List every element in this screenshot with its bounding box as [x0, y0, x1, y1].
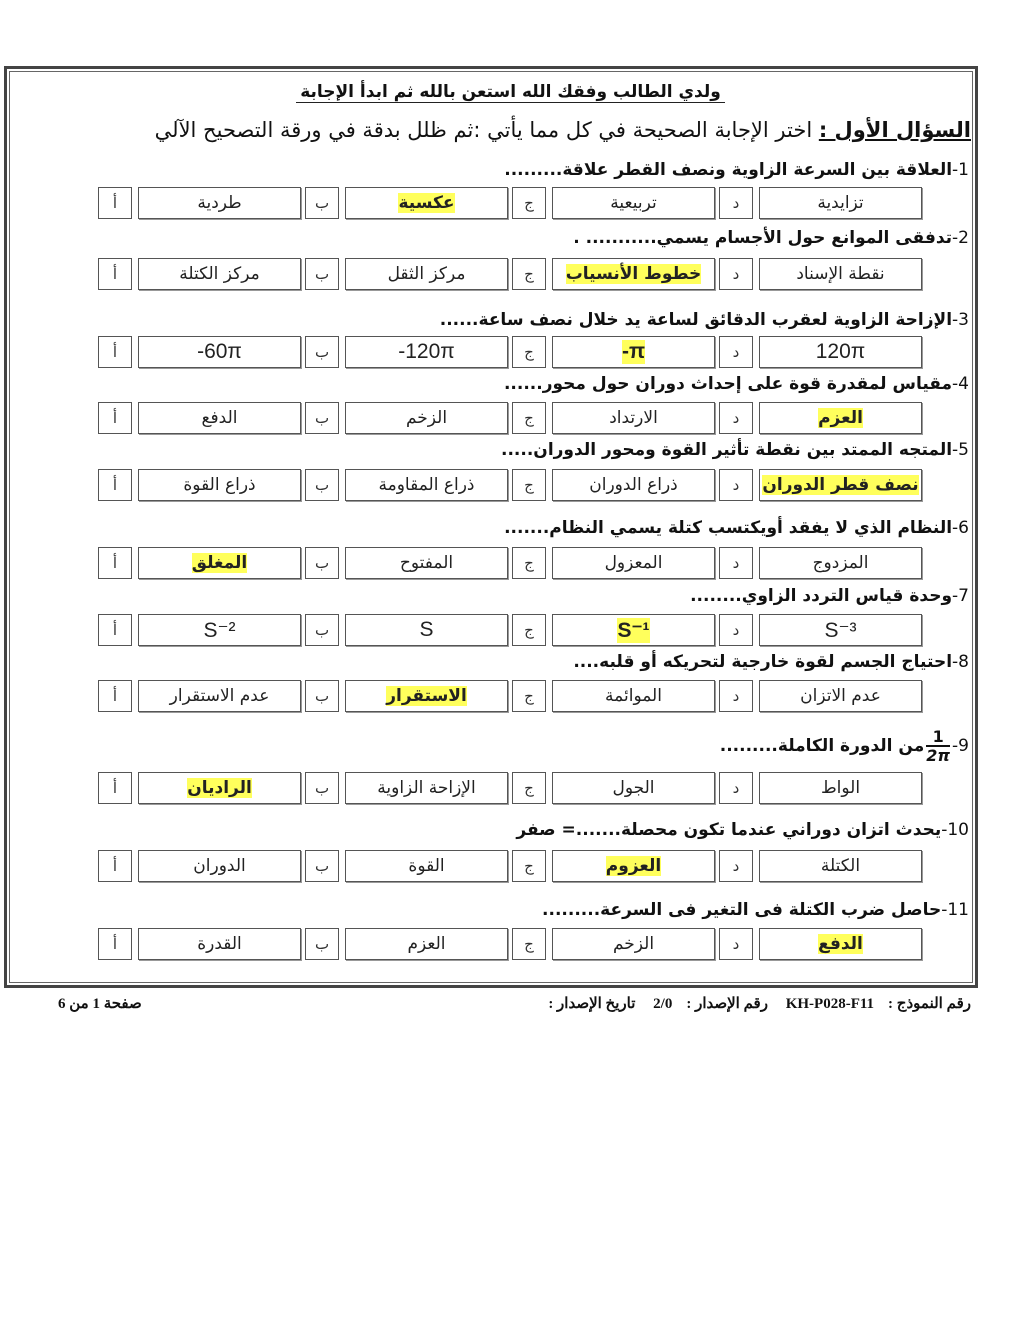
- option-letter: د: [719, 680, 753, 712]
- option-value: [759, 336, 922, 368]
- option-text: القدرة: [197, 934, 242, 954]
- option-1-4[interactable]: [715, 187, 922, 221]
- option-letter: أ: [98, 547, 132, 579]
- question-number: 10-: [941, 820, 969, 840]
- option-text: الدفع: [201, 408, 238, 428]
- option-6-3[interactable]: [508, 547, 715, 581]
- option-8-1[interactable]: [94, 680, 301, 714]
- question-number: 2-: [952, 228, 969, 248]
- option-1-1[interactable]: [94, 187, 301, 221]
- question-11: [542, 900, 969, 920]
- option-letter: أ: [98, 469, 132, 501]
- option-9-2[interactable]: [301, 772, 508, 806]
- option-8-2[interactable]: [301, 680, 508, 714]
- option-1-3[interactable]: [508, 187, 715, 221]
- fraction: [926, 728, 950, 764]
- option-letter: أ: [98, 402, 132, 434]
- option-value: [345, 850, 508, 882]
- option-8-3[interactable]: [508, 680, 715, 714]
- version: 2/0: [653, 996, 673, 1012]
- option-9-1[interactable]: [94, 772, 301, 806]
- option-text: طردية: [197, 193, 242, 213]
- question-text: يحدث اتزان دوراني عندما تكون محصلة.......= صفر: [516, 820, 942, 840]
- option-value: [552, 469, 715, 501]
- options-row-4: [94, 402, 924, 436]
- fraction-numerator: 1: [926, 728, 950, 747]
- option-7-2[interactable]: [301, 614, 508, 648]
- question-number: 11-: [941, 900, 969, 920]
- option-5-4[interactable]: [715, 469, 922, 503]
- option-letter: ب: [305, 547, 339, 579]
- options-row-11: [94, 928, 924, 962]
- option-1-2[interactable]: [301, 187, 508, 221]
- options-row-8: [94, 680, 924, 714]
- option-value: [138, 547, 301, 579]
- option-value: [138, 258, 301, 290]
- option-4-1[interactable]: [94, 402, 301, 436]
- option-3-2[interactable]: [301, 336, 508, 370]
- option-value: [138, 402, 301, 434]
- question-number: 9-: [952, 736, 969, 756]
- option-value: [345, 469, 508, 501]
- question-text: احتياج الجسم لقوة خارجية لتحريكه أو قلبه....: [573, 652, 953, 672]
- option-value: [138, 336, 301, 368]
- highlighted-answer: الاستقرار: [386, 686, 467, 706]
- question-6: [504, 518, 969, 538]
- option-value: [552, 928, 715, 960]
- option-value: [345, 187, 508, 219]
- option-7-4[interactable]: [715, 614, 922, 648]
- question-4: [504, 374, 969, 394]
- option-value: [552, 258, 715, 290]
- option-letter: ب: [305, 469, 339, 501]
- option-text: العزم: [407, 934, 446, 954]
- highlighted-answer: العزوم: [605, 856, 662, 876]
- option-text: الزخم: [612, 934, 655, 954]
- option-letter: ب: [305, 680, 339, 712]
- highlighted-answer: -π: [621, 340, 646, 363]
- options-row-9: [94, 772, 924, 806]
- option-letter: ج: [512, 547, 546, 579]
- option-9-4[interactable]: [715, 772, 922, 806]
- option-value: [552, 187, 715, 219]
- option-text: -120π: [398, 340, 455, 363]
- option-text: S: [419, 618, 434, 641]
- option-2-1[interactable]: [94, 258, 301, 292]
- question-text: مقياس لمقدرة قوة على إحداث دوران حول محور......: [503, 374, 953, 394]
- highlighted-answer: نصف قطر الدوران: [762, 475, 919, 495]
- option-10-3[interactable]: [508, 850, 715, 884]
- option-value: [759, 614, 922, 646]
- option-10-4[interactable]: [715, 850, 922, 884]
- highlighted-answer: الراديان: [187, 778, 252, 798]
- option-value: [759, 187, 922, 219]
- option-text: ذراع الدوران: [589, 475, 678, 495]
- option-3-3[interactable]: [508, 336, 715, 370]
- section-label: السؤال الأول :: [818, 118, 971, 142]
- option-4-3[interactable]: [508, 402, 715, 436]
- date-label: تاريخ الإصدار :: [548, 996, 636, 1012]
- option-5-2[interactable]: [301, 469, 508, 503]
- question-text: المتجه الممتد بين نقطة تأثير القوة ومحور الدوران.....: [501, 440, 953, 460]
- option-text: الإزاحة الزاوية: [377, 778, 476, 798]
- option-letter: ج: [512, 614, 546, 646]
- options-row-5: [94, 469, 924, 503]
- option-text: الزخم: [405, 408, 448, 428]
- option-value: [345, 680, 508, 712]
- question-number: 7-: [952, 586, 969, 606]
- highlighted-answer: S⁻¹: [617, 618, 650, 642]
- option-value: [345, 614, 508, 646]
- option-4-4[interactable]: [715, 402, 922, 436]
- options-row-2: [94, 258, 924, 292]
- option-9-3[interactable]: [508, 772, 715, 806]
- option-letter: أ: [98, 187, 132, 219]
- option-value: [759, 850, 922, 882]
- option-value: [759, 547, 922, 579]
- section-heading: [155, 118, 971, 142]
- option-letter: ج: [512, 928, 546, 960]
- option-text: تزايدية: [817, 193, 864, 213]
- option-letter: د: [719, 547, 753, 579]
- version-label: رقم الإصدار :: [686, 996, 768, 1012]
- option-value: [552, 402, 715, 434]
- option-text: عدم الاتزان: [800, 686, 881, 706]
- question-text: العلاقة بين السرعة الزاوية ونصف القطر علاقة.........: [504, 160, 953, 180]
- option-letter: ب: [305, 772, 339, 804]
- option-letter: أ: [98, 336, 132, 368]
- option-text: المفتوح: [399, 553, 454, 573]
- option-letter: ب: [305, 402, 339, 434]
- option-value: [759, 469, 922, 501]
- options-row-6: [94, 547, 924, 581]
- option-letter: ب: [305, 336, 339, 368]
- option-2-4[interactable]: [715, 258, 922, 292]
- option-text: تربيعية: [610, 193, 657, 213]
- option-text: -60π: [197, 340, 242, 363]
- option-text: الكتلة: [820, 856, 861, 876]
- option-11-3[interactable]: [508, 928, 715, 962]
- option-letter: ب: [305, 258, 339, 290]
- option-6-4[interactable]: [715, 547, 922, 581]
- option-6-1[interactable]: [94, 547, 301, 581]
- option-text: القوة: [408, 856, 445, 876]
- question-text: من الدورة الكاملة.........: [719, 736, 925, 756]
- highlighted-answer: العزم: [818, 408, 863, 428]
- option-value: [345, 402, 508, 434]
- form-label: رقم النموذج :: [888, 996, 971, 1012]
- option-letter: د: [719, 258, 753, 290]
- question-5: [501, 440, 969, 460]
- question-9: [720, 728, 969, 764]
- option-text: S⁻³: [824, 618, 857, 642]
- section-instruction: اختر الإجابة الصحيحة في كل مما يأتي :ثم ظلل بدقة في ورقة التصحيح الآلي: [154, 118, 819, 142]
- question-7: [690, 586, 969, 606]
- option-value: [138, 614, 301, 646]
- option-value: [759, 772, 922, 804]
- option-letter: ج: [512, 772, 546, 804]
- option-letter: ج: [512, 402, 546, 434]
- option-value: [759, 928, 922, 960]
- intro-line: ولدي الطالب وفقك الله استعن بالله ثم ابدأ الإجابة: [0, 82, 1021, 102]
- option-letter: أ: [98, 258, 132, 290]
- option-letter: د: [719, 187, 753, 219]
- options-row-1: [94, 187, 924, 221]
- option-text: 120π: [815, 340, 866, 363]
- option-text: مركز الكتلة: [179, 264, 260, 284]
- option-text: نقطة الإسناد: [796, 264, 885, 284]
- form-code: KH-P028-F11: [785, 996, 875, 1012]
- highlighted-answer: خطوط الأنسياب: [565, 264, 702, 284]
- option-value: [345, 928, 508, 960]
- option-letter: ج: [512, 187, 546, 219]
- question-number: 8-: [952, 652, 969, 672]
- option-letter: ب: [305, 187, 339, 219]
- question-text: وحدة قياس التردد الزاوي........: [690, 586, 953, 606]
- question-number: 5-: [952, 440, 969, 460]
- option-text: ذراع القوة: [183, 475, 256, 495]
- options-row-3: [94, 336, 924, 370]
- option-letter: د: [719, 850, 753, 882]
- option-10-1[interactable]: [94, 850, 301, 884]
- option-value: [759, 258, 922, 290]
- option-3-4[interactable]: [715, 336, 922, 370]
- question-3: [440, 310, 969, 330]
- option-value: [138, 772, 301, 804]
- option-7-1[interactable]: [94, 614, 301, 648]
- question-text: الإزاحة الزاوية لعقرب الدقائق لساعة يد خلال نصف ساعة......: [439, 310, 953, 330]
- option-text: عدم الاستقرار: [169, 686, 270, 706]
- option-7-3[interactable]: [508, 614, 715, 648]
- page-number: صفحة 1 من 6: [58, 996, 142, 1012]
- option-value: [552, 614, 715, 646]
- question-number: 4-: [952, 374, 969, 394]
- option-6-2[interactable]: [301, 547, 508, 581]
- option-value: [552, 772, 715, 804]
- question-2: [573, 228, 969, 248]
- question-text: حاصل ضرب الكتلة فى التغير فى السرعة.........: [542, 900, 942, 920]
- question-number: 1-: [952, 160, 969, 180]
- question-8: [573, 652, 969, 672]
- option-value: [552, 680, 715, 712]
- option-value: [552, 850, 715, 882]
- option-letter: أ: [98, 928, 132, 960]
- question-10: [516, 820, 969, 840]
- option-4-2[interactable]: [301, 402, 508, 436]
- highlighted-answer: المغلق: [191, 553, 248, 573]
- option-text: الواط: [820, 778, 861, 798]
- option-letter: أ: [98, 680, 132, 712]
- option-text: المزدوج: [812, 553, 869, 573]
- option-11-2[interactable]: [301, 928, 508, 962]
- fraction-denominator: 2π: [926, 746, 951, 765]
- highlighted-answer: الدفع: [818, 934, 863, 954]
- option-value: [138, 928, 301, 960]
- option-text: المعزول: [604, 553, 663, 573]
- option-letter: ج: [512, 336, 546, 368]
- question-text: النظام الذي لا يفقد أويكتسب كتلة يسمي النظام.......: [504, 518, 953, 538]
- option-2-3[interactable]: [508, 258, 715, 292]
- option-letter: ب: [305, 614, 339, 646]
- option-letter: د: [719, 336, 753, 368]
- option-text: الارتداد: [609, 408, 658, 428]
- footer: [534, 994, 971, 1013]
- question-text: تدفقى الموانع حول الأجسام يسمي........... .: [573, 228, 953, 248]
- option-2-2[interactable]: [301, 258, 508, 292]
- option-letter: ج: [512, 258, 546, 290]
- option-10-2[interactable]: [301, 850, 508, 884]
- option-letter: ب: [305, 928, 339, 960]
- option-letter: أ: [98, 614, 132, 646]
- option-text: S⁻²: [203, 618, 236, 642]
- option-value: [759, 402, 922, 434]
- option-value: [345, 336, 508, 368]
- question-number: 3-: [952, 310, 969, 330]
- options-row-7: [94, 614, 924, 648]
- option-value: [345, 772, 508, 804]
- option-value: [552, 336, 715, 368]
- question-number: 6-: [952, 518, 969, 538]
- option-letter: د: [719, 402, 753, 434]
- option-letter: ج: [512, 850, 546, 882]
- option-value: [345, 547, 508, 579]
- option-value: [138, 187, 301, 219]
- question-1: [504, 160, 969, 180]
- option-letter: ج: [512, 469, 546, 501]
- option-value: [552, 547, 715, 579]
- option-value: [138, 680, 301, 712]
- option-11-4[interactable]: [715, 928, 922, 962]
- option-11-1[interactable]: [94, 928, 301, 962]
- option-5-1[interactable]: [94, 469, 301, 503]
- highlighted-answer: عكسية: [398, 193, 455, 213]
- option-value: [759, 680, 922, 712]
- option-text: الموائمة: [605, 686, 662, 706]
- option-letter: ج: [512, 680, 546, 712]
- option-letter: د: [719, 928, 753, 960]
- options-row-10: [94, 850, 924, 884]
- option-letter: د: [719, 614, 753, 646]
- option-letter: ب: [305, 850, 339, 882]
- option-letter: د: [719, 469, 753, 501]
- option-5-3[interactable]: [508, 469, 715, 503]
- option-8-4[interactable]: [715, 680, 922, 714]
- option-letter: أ: [98, 850, 132, 882]
- option-3-1[interactable]: [94, 336, 301, 370]
- option-letter: د: [719, 772, 753, 804]
- option-value: [138, 850, 301, 882]
- option-text: ذراع المقاومة: [378, 475, 475, 495]
- option-text: مركز الثقل: [387, 264, 466, 284]
- option-letter: أ: [98, 772, 132, 804]
- option-value: [345, 258, 508, 290]
- option-text: الجول: [612, 778, 655, 798]
- option-text: الدوران: [193, 856, 246, 876]
- option-value: [138, 469, 301, 501]
